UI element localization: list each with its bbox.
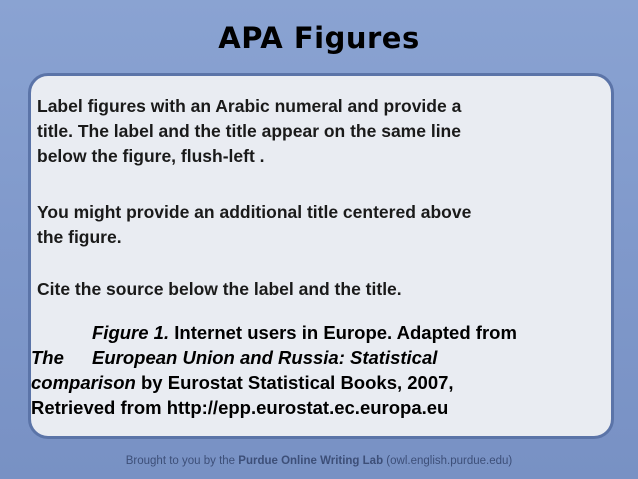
source-retrieved: Retrieved from http://epp.eurostat.ec.europa.eu xyxy=(31,397,449,418)
footer-prefix: Brought to you by the xyxy=(125,455,239,467)
source-publisher: by Eurostat Statistical Books, 2007, xyxy=(135,372,454,393)
footer-suffix: (owl.english.purdue.edu) xyxy=(383,455,513,467)
paragraph-line: Cite the source below the label and the title. xyxy=(37,279,402,299)
footer-credit xyxy=(0,454,638,468)
paragraph-additional-title xyxy=(37,200,592,250)
paragraph-line: You might provide an additional title centered above xyxy=(37,202,472,222)
source-title-start: The xyxy=(31,347,64,368)
figure-label: Figure 1. xyxy=(92,322,170,343)
paragraph-line: the figure. xyxy=(37,227,122,247)
figure-caption: Internet users in Europe. Adapted from xyxy=(169,322,517,343)
citation-line-2 xyxy=(31,345,517,370)
paragraph-label-figures xyxy=(37,94,592,169)
paragraph-cite-source xyxy=(37,277,592,302)
citation-line-4 xyxy=(31,395,517,420)
citation-line-3 xyxy=(31,370,517,395)
example-citation xyxy=(31,320,517,420)
paragraph-line: title. The label and the title appear on the same line xyxy=(37,121,461,141)
citation-line-1 xyxy=(31,320,517,345)
paragraph-line: below the figure, flush-left . xyxy=(37,146,265,166)
source-title-end: comparison xyxy=(31,372,136,393)
source-title-middle: European Union and Russia: Statistical xyxy=(92,347,438,368)
paragraph-line: Label figures with an Arabic numeral and provide a xyxy=(37,96,462,116)
footer-lab-name: Purdue Online Writing Lab xyxy=(238,455,384,467)
slide-title: APA Figures xyxy=(218,21,420,55)
